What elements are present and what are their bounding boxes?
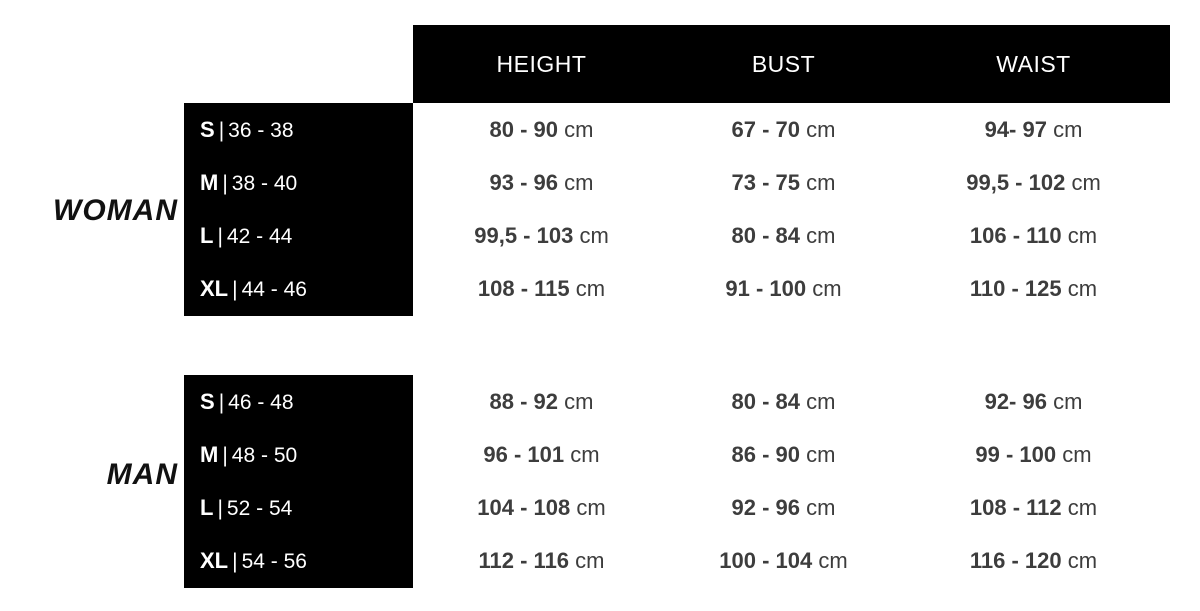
- size-code: S: [200, 117, 215, 142]
- measure-value: 99,5 - 103: [474, 223, 574, 248]
- measure-waist: [897, 534, 1170, 587]
- measure-height: [413, 375, 670, 428]
- size-cell: [184, 534, 413, 587]
- size-separator: |: [217, 497, 223, 520]
- measure-bust: [670, 534, 897, 587]
- measure-waist: [897, 481, 1170, 534]
- size-range: 42 - 44: [226, 225, 293, 248]
- measure-height: [413, 481, 670, 534]
- size-code: M: [200, 442, 219, 467]
- measure-unit: cm: [570, 442, 600, 467]
- size-cell: [184, 156, 413, 209]
- measure-unit: cm: [806, 117, 836, 142]
- measure-value: 94- 97: [984, 117, 1047, 142]
- group-label-man: MAN: [106, 458, 178, 491]
- size-cell: [184, 375, 413, 428]
- measure-unit: cm: [1067, 276, 1098, 301]
- measure-value: 99,5 - 102: [966, 170, 1066, 195]
- measure-value: 100 - 104: [719, 548, 813, 573]
- measure-height: [413, 262, 670, 315]
- size-range: 38 - 40: [231, 172, 298, 195]
- size-separator: |: [222, 172, 228, 195]
- measure-value: 106 - 110: [969, 223, 1062, 248]
- measure-height: [413, 103, 670, 156]
- measure-value: 86 - 90: [731, 442, 801, 467]
- table-row: [184, 262, 1170, 315]
- measure-waist: [897, 103, 1170, 156]
- measure-bust: [670, 103, 897, 156]
- measure-unit: cm: [1071, 170, 1101, 195]
- measure-value: 110 - 125: [969, 276, 1062, 301]
- measure-unit: cm: [806, 442, 836, 467]
- measure-unit: cm: [564, 117, 594, 142]
- size-cell: [184, 428, 413, 481]
- size-code: XL: [200, 276, 229, 301]
- measure-value: 112 - 116: [478, 548, 570, 573]
- table-row: [184, 156, 1170, 209]
- measure-value: 104 - 108: [477, 495, 571, 520]
- column-header-height: HEIGHT: [496, 51, 587, 77]
- measure-unit: cm: [806, 170, 836, 195]
- table-row: [184, 534, 1170, 587]
- measure-value: 93 - 96: [489, 170, 559, 195]
- measure-unit: cm: [806, 389, 836, 414]
- size-range: 54 - 56: [241, 550, 307, 573]
- measure-bust: [670, 262, 897, 315]
- measure-height: [413, 534, 670, 587]
- measure-value: 108 - 115: [477, 276, 570, 301]
- measure-waist: [897, 375, 1170, 428]
- size-cell: [184, 103, 413, 156]
- size-range: 36 - 38: [228, 119, 294, 142]
- size-range: 48 - 50: [231, 444, 298, 467]
- measure-value: 96 - 101: [483, 442, 565, 467]
- measure-bust: [670, 428, 897, 481]
- measure-value: 116 - 120: [969, 548, 1062, 573]
- measure-value: 91 - 100: [725, 276, 807, 301]
- measure-value: 92 - 96: [731, 495, 801, 520]
- size-code: S: [200, 389, 215, 414]
- measure-unit: cm: [575, 276, 606, 301]
- measure-value: 80 - 90: [489, 117, 559, 142]
- measure-value: 88 - 92: [489, 389, 559, 414]
- size-code: XL: [200, 548, 229, 573]
- measure-height: [413, 156, 670, 209]
- size-separator: |: [218, 391, 225, 414]
- measure-unit: cm: [1067, 495, 1098, 520]
- size-range: 52 - 54: [226, 497, 293, 520]
- measure-unit: cm: [575, 548, 605, 573]
- measure-value: 99 - 100: [975, 442, 1057, 467]
- column-header-bust: BUST: [751, 51, 816, 77]
- measure-unit: cm: [1067, 223, 1098, 248]
- measure-unit: cm: [818, 548, 848, 573]
- table-row: [184, 103, 1170, 156]
- column-header-waist: WAIST: [996, 51, 1071, 77]
- table-row: [184, 428, 1170, 481]
- measure-bust: [670, 375, 897, 428]
- measure-waist: [897, 156, 1170, 209]
- size-cell: [184, 481, 413, 534]
- size-separator: |: [222, 444, 228, 467]
- measure-unit: cm: [806, 223, 836, 248]
- measure-unit: cm: [564, 389, 594, 414]
- size-code: M: [200, 170, 219, 195]
- measure-bust: [670, 481, 897, 534]
- measure-unit: cm: [1053, 389, 1083, 414]
- measure-unit: cm: [806, 495, 836, 520]
- measure-bust: [670, 156, 897, 209]
- measure-waist: [897, 428, 1170, 481]
- measure-value: 67 - 70: [731, 117, 801, 142]
- measure-unit: cm: [564, 170, 594, 195]
- size-separator: |: [232, 550, 238, 573]
- size-code: L: [200, 495, 214, 520]
- measure-value: 80 - 84: [731, 223, 801, 248]
- table-row: [184, 481, 1170, 534]
- size-separator: |: [232, 278, 238, 301]
- measure-waist: [897, 262, 1170, 315]
- size-range: 44 - 46: [241, 278, 307, 301]
- size-range: 46 - 48: [228, 391, 294, 414]
- size-code: L: [200, 223, 214, 248]
- measure-unit: cm: [576, 495, 606, 520]
- measure-unit: cm: [1067, 548, 1098, 573]
- group-label-woman: WOMAN: [53, 194, 178, 227]
- measure-height: [413, 209, 670, 262]
- measure-unit: cm: [1053, 117, 1083, 142]
- measure-value: 92- 96: [984, 389, 1047, 414]
- measure-unit: cm: [812, 276, 842, 301]
- measure-value: 73 - 75: [731, 170, 801, 195]
- measure-bust: [670, 209, 897, 262]
- size-separator: |: [218, 119, 225, 142]
- measure-waist: [897, 209, 1170, 262]
- size-cell: [184, 209, 413, 262]
- size-cell: [184, 262, 413, 315]
- measure-value: 108 - 112: [969, 495, 1062, 520]
- measure-height: [413, 428, 670, 481]
- measure-unit: cm: [1062, 442, 1092, 467]
- size-separator: |: [217, 225, 223, 248]
- measure-unit: cm: [579, 223, 609, 248]
- table-row: [184, 375, 1170, 428]
- table-row: [184, 209, 1170, 262]
- measure-value: 80 - 84: [731, 389, 801, 414]
